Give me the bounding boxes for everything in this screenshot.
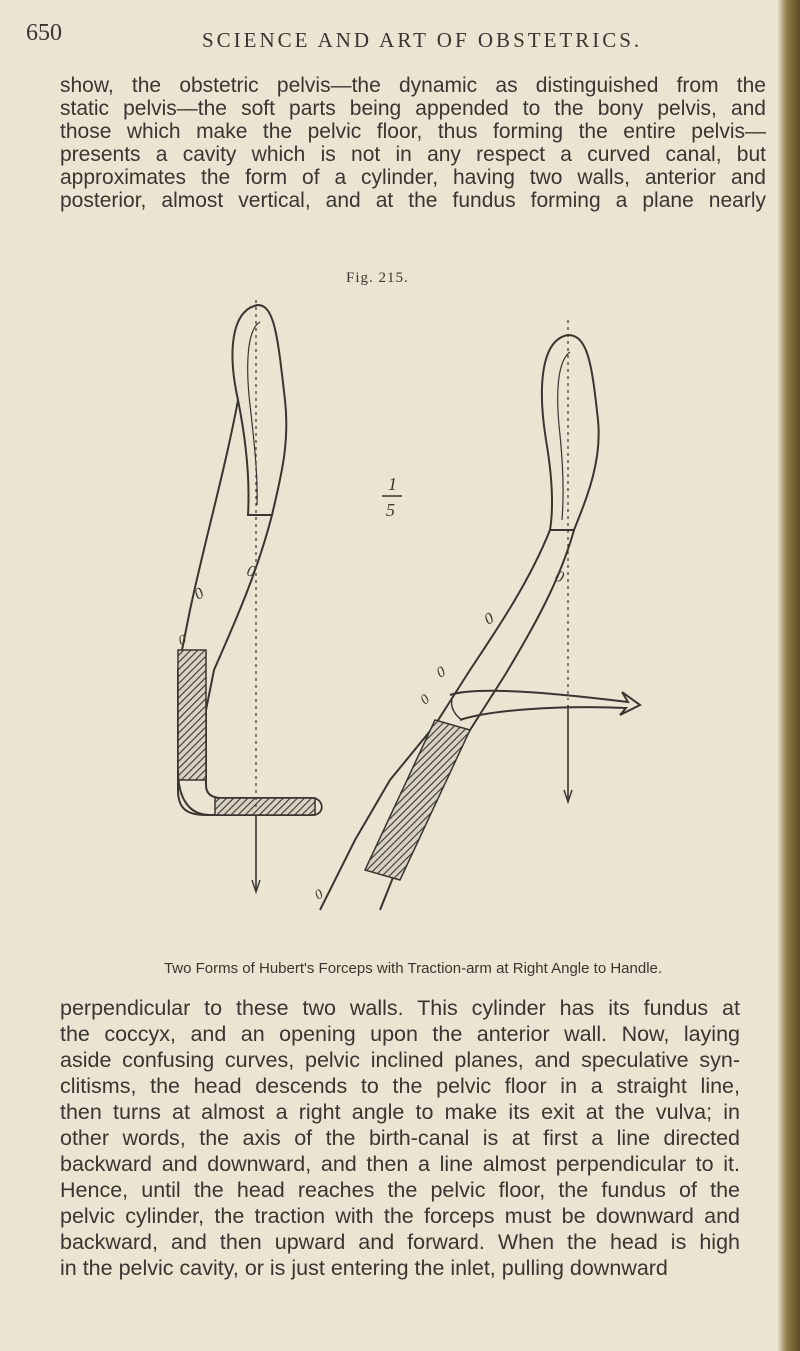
forceps-illustration: [150, 280, 670, 920]
text-line: posterior, almost vertical, and at the fundus forming a plane nearly: [60, 189, 766, 212]
page-edge: [778, 0, 800, 1351]
paragraph-bottom: [60, 995, 740, 1281]
svg-text:0: 0: [312, 886, 327, 904]
page-number: 650: [26, 20, 62, 46]
text-line: pelvic cylinder, the traction with the forceps must be downward and: [60, 1204, 740, 1228]
svg-text:0: 0: [177, 632, 188, 649]
paragraph-top: [60, 74, 766, 212]
text-line: backward and downward, and then a line almost perpendicular to it.: [60, 1152, 740, 1176]
fraction-denominator: 5: [386, 500, 395, 520]
text-line: show, the obstetric pelvis—the dynamic as distinguished from the: [60, 74, 766, 97]
text-line: aside confusing curves, pelvic inclined planes, and speculative syn-: [60, 1048, 740, 1072]
svg-text:0: 0: [191, 584, 207, 604]
svg-text:0: 0: [417, 692, 433, 709]
text-line: clitisms, the head descends to the pelvic floor in a straight line,: [60, 1074, 740, 1098]
scale-fraction: [382, 474, 402, 520]
text-line: other words, the axis of the birth-canal is at first a line directed: [60, 1126, 740, 1150]
svg-text:0: 0: [244, 562, 258, 581]
text-line: then turns at almost a right angle to make its exit at the vulva; in: [60, 1100, 740, 1124]
left-forceps: [177, 300, 322, 892]
running-head: SCIENCE AND ART OF OBSTETRICS.: [202, 28, 643, 52]
text-line: backward, and then upward and forward. When the head is high: [60, 1230, 740, 1254]
svg-text:0: 0: [481, 609, 497, 629]
text-line: presents a cavity which is not in any respect a curved canal, but: [60, 143, 766, 166]
text-line: Hence, until the head reaches the pelvic floor, the fundus of the: [60, 1178, 740, 1202]
svg-text:0: 0: [434, 663, 449, 682]
text-line: approximates the form of a cylinder, having two walls, anterior and: [60, 166, 766, 189]
text-line: perpendicular to these two walls. This cylinder has its fundus at: [60, 996, 740, 1020]
forceps-figure: [150, 280, 670, 920]
text-line: the coccyx, and an opening upon the anterior wall. Now, laying: [60, 1022, 740, 1046]
figure-caption: Two Forms of Hubert's Forceps with Traction-arm at Right Angle to Handle.: [163, 960, 663, 977]
right-forceps: [313, 320, 641, 910]
text-line: in the pelvic cavity, or is just entering the inlet, pulling downward: [60, 1256, 668, 1280]
text-line: those which make the pelvic floor, thus forming the entire pelvis—: [60, 120, 766, 143]
fraction-numerator: 1: [388, 474, 397, 494]
svg-text:0: 0: [552, 567, 566, 587]
figure-label: Fig. 215.: [346, 270, 409, 286]
text-line: static pelvis—the soft parts being appended to the bony pelvis, and: [60, 97, 766, 120]
